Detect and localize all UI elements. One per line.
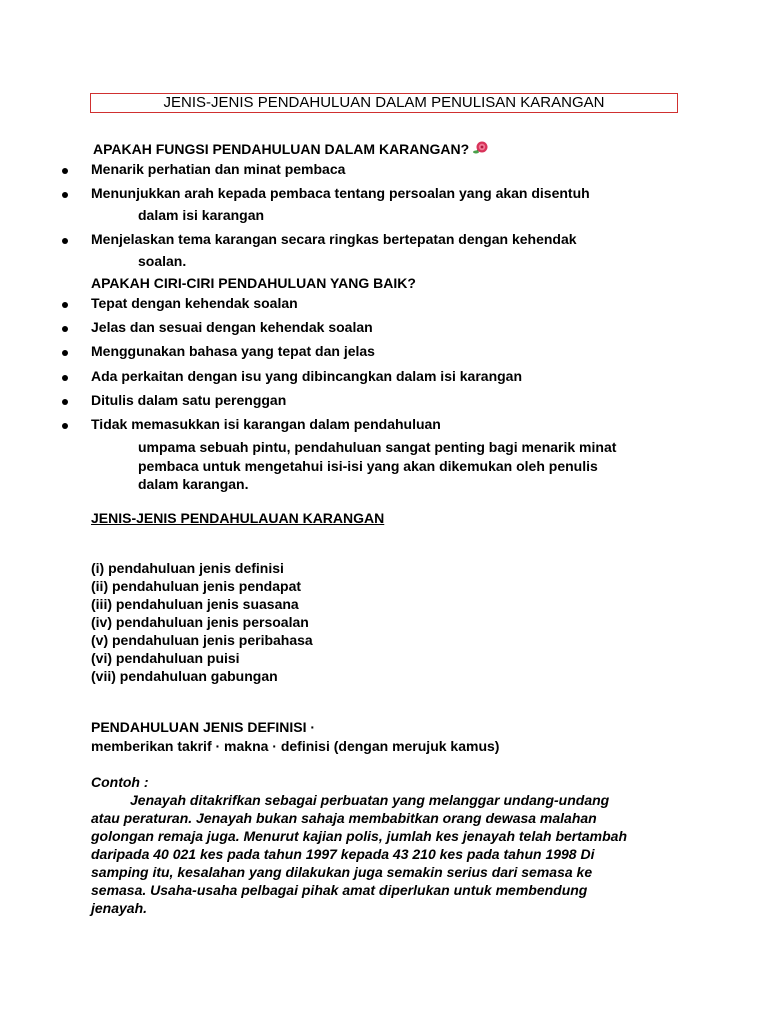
bullet-dot bbox=[62, 399, 68, 405]
ciri-item-3: Menggunakan bahasa yang tepat dan jelas bbox=[91, 343, 375, 359]
ciri-paragraph-line-3: dalam karangan. bbox=[138, 476, 249, 492]
ciri-paragraph-line-2: pembaca untuk mengetahui isi-isi yang akan dikemukan oleh penulis bbox=[138, 458, 598, 474]
jenis-item-6: (vi) pendahuluan puisi bbox=[91, 650, 240, 666]
ciri-item-4: Ada perkaitan dengan isu yang dibincangkan dalam isi karangan bbox=[91, 368, 523, 384]
section1-heading bbox=[93, 141, 488, 157]
bullet-dot bbox=[62, 375, 68, 381]
section2-heading: APAKAH CIRI-CIRI PENDAHULUAN YANG BAIK? bbox=[91, 275, 416, 291]
jenis-item-3: (iii) pendahuluan jenis suasana bbox=[91, 596, 299, 612]
jenis-item-4: (iv) pendahuluan jenis persoalan bbox=[91, 614, 309, 630]
example-line-3: golongan remaja juga. Menurut kajian polis, jumlah kes jenayah telah bertambah bbox=[91, 828, 628, 844]
ciri-item-1: Tepat dengan kehendak soalan bbox=[91, 295, 298, 311]
example-line-4: daripada 40 021 kes pada tahun 1997 kepada 43 210 kes pada tahun 1998 Di bbox=[91, 846, 595, 862]
jenis-item-7: (vii) pendahuluan gabungan bbox=[91, 668, 278, 684]
fungsi-item-3: Menjelaskan tema karangan secara ringkas bertepatan dengan kehendak bbox=[91, 231, 577, 247]
ciri-item-2: Jelas dan sesuai dengan kehendak soalan bbox=[91, 319, 373, 335]
bullet-dot bbox=[62, 326, 68, 332]
example-line-6: semasa. Usaha-usaha pelbagai pihak amat diperlukan untuk membendung bbox=[91, 882, 588, 898]
example-label: Contoh : bbox=[91, 774, 149, 790]
section1-heading-text: APAKAH FUNGSI PENDAHULUAN DALAM KARANGAN? bbox=[93, 141, 470, 157]
jenis-item-1: (i) pendahuluan jenis definisi bbox=[91, 560, 284, 576]
example-line-2: atau peraturan. Jenayah bukan sahaja membabitkan orang dewasa malahan bbox=[91, 810, 597, 826]
fungsi-item-3-cont: soalan. bbox=[138, 253, 187, 269]
fungsi-item-2-cont: dalam isi karangan bbox=[138, 207, 265, 223]
ciri-item-5: Ditulis dalam satu perenggan bbox=[91, 392, 287, 408]
bullet-dot bbox=[62, 168, 68, 174]
bullet-dot bbox=[62, 302, 68, 308]
fungsi-item-2: Menunjukkan arah kepada pembaca tentang persoalan yang akan disentuh bbox=[91, 185, 590, 201]
bullet-dot bbox=[62, 423, 68, 429]
jenis-item-5: (v) pendahuluan jenis peribahasa bbox=[91, 632, 313, 648]
bullet-dot bbox=[62, 192, 68, 198]
example-line-7: jenayah. bbox=[91, 900, 148, 916]
document-title: JENIS-JENIS PENDAHULUAN DALAM PENULISAN KARANGAN bbox=[90, 93, 678, 113]
fungsi-item-1: Menarik perhatian dan minat pembaca bbox=[91, 161, 346, 177]
bullet-dot bbox=[62, 350, 68, 356]
example-line-5: samping itu, kesalahan yang dilakukan juga semakin serius dari semasa ke bbox=[91, 864, 593, 880]
ciri-item-6: Tidak memasukkan isi karangan dalam pendahuluan bbox=[91, 416, 441, 432]
section3-heading: JENIS-JENIS PENDAHULAUAN KARANGAN bbox=[91, 510, 385, 526]
bullet-dot bbox=[62, 238, 68, 244]
section4-heading: PENDAHULUAN JENIS DEFINISI · bbox=[91, 719, 316, 735]
ciri-paragraph-line-1: umpama sebuah pintu, pendahuluan sangat penting bagi menarik minat bbox=[138, 439, 617, 455]
jenis-item-2: (ii) pendahuluan jenis pendapat bbox=[91, 578, 302, 594]
rose-icon bbox=[472, 141, 488, 155]
section4-subheading: memberikan takrif · makna · definisi (dengan merujuk kamus) bbox=[91, 738, 500, 754]
example-line-1: Jenayah ditakrifkan sebagai perbuatan yang melanggar undang-undang bbox=[130, 792, 610, 808]
